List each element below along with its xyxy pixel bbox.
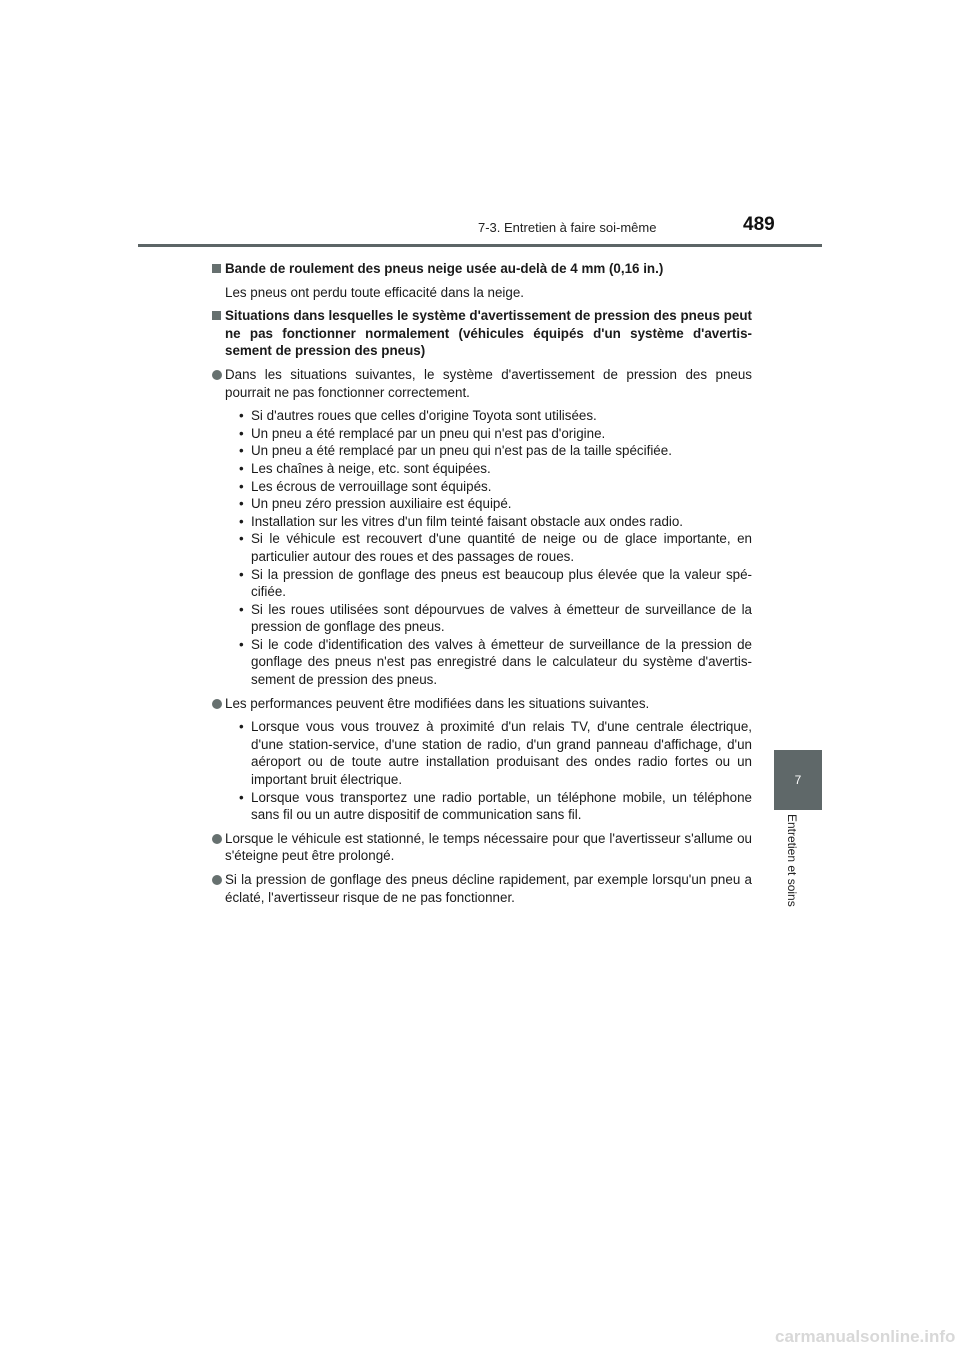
bullet-list (212, 718, 752, 824)
section-paragraph: Les pneus ont perdu toute efficacité dans la neige. (225, 284, 525, 300)
list-item: • Si le véhicule est recouvert d'une quantité de neige ou de glace importante, en particulier autour des roues et des passages de roues. (239, 530, 752, 565)
list-item: • Lorsque vous vous trouvez à proximité d'un relais TV, d'une centrale électrique, d'une station-service, d'une station de radio, d'un grand panneau d'affichage, d'un aéroport ou de toute autre installation produisant des ondes radio fortes ou un important bruit électrique. (239, 718, 752, 788)
list-item: • Installation sur les vitres d'un film teinté faisant obstacle aux ondes radio. (239, 513, 752, 531)
section-heading: Bande de roulement des pneus neige usée au-delà de 4 mm (0,16 in.) (212, 260, 752, 278)
section-title: 7-3. Entretien à faire soi-même (478, 220, 657, 235)
chapter-tab (774, 750, 822, 810)
square-bullet-icon (212, 264, 221, 273)
list-item: • Les écrous de verrouillage sont équipés. (239, 478, 752, 496)
bullet-list (212, 407, 752, 689)
list-item: Dans les situations suivantes, le système d'avertissement de pression des pneus pourrait ne pas fonctionner correctement. (212, 366, 752, 401)
list-item: • Un pneu a été remplacé par un pneu qui n'est pas d'origine. (239, 425, 752, 443)
list-item: • Si d'autres roues que celles d'origine Toyota sont utilisées. (239, 407, 752, 425)
list-item: • Un pneu a été remplacé par un pneu qui n'est pas de la taille spécifiée. (239, 442, 752, 460)
list-item: • Si le code d'identification des valves à émetteur de surveillance de la pression de gonflage des pneus n'est pas enregistré dans le calculateur du système d'avertis-sement de pression des pneus. (239, 636, 752, 689)
list-item: • Les chaînes à neige, etc. sont équipées. (239, 460, 752, 478)
header-divider (138, 244, 822, 247)
square-bullet-icon (212, 311, 221, 320)
circle-bullet-icon (212, 834, 222, 844)
page-number: 489 (743, 214, 775, 235)
circle-bullet-icon (212, 699, 222, 709)
section-heading: Situations dans lesquelles le système d'avertissement de pression des pneus peut ne pas fonctionner normalement (véhicules équipés d'un système d'avertis-sement de pression des pneus) (212, 307, 752, 360)
list-item: • Un pneu zéro pression auxiliaire est équipé. (239, 495, 752, 513)
list-item: Lorsque le véhicule est stationné, le temps nécessaire pour que l'avertisseur s'allume ou s'éteigne peut être prolongé. (212, 830, 752, 865)
watermark: carmanualsonline.info (775, 1327, 956, 1346)
list-item: • Si les roues utilisées sont dépourvues de valves à émetteur de surveillance de la pression de gonflage des pneus. (239, 601, 752, 636)
list-item: • Lorsque vous transportez une radio portable, un téléphone mobile, un téléphone sans fil ou un autre dispositif de communication sans fil. (239, 789, 752, 824)
chapter-label: Entretien et soins (785, 814, 799, 907)
circle-bullet-icon (212, 875, 222, 885)
main-content (212, 254, 752, 906)
chapter-number: 7 (794, 773, 802, 787)
list-item: Si la pression de gonflage des pneus décline rapidement, par exemple lorsqu'un pneu a éclaté, l'avertisseur risque de ne pas fonctionner. (212, 871, 752, 906)
list-item: Les performances peuvent être modifiées dans les situations suivantes. (212, 695, 752, 713)
list-item: • Si la pression de gonflage des pneus est beaucoup plus élevée que la valeur spé-cifiée. (239, 566, 752, 601)
circle-bullet-icon (212, 370, 222, 380)
